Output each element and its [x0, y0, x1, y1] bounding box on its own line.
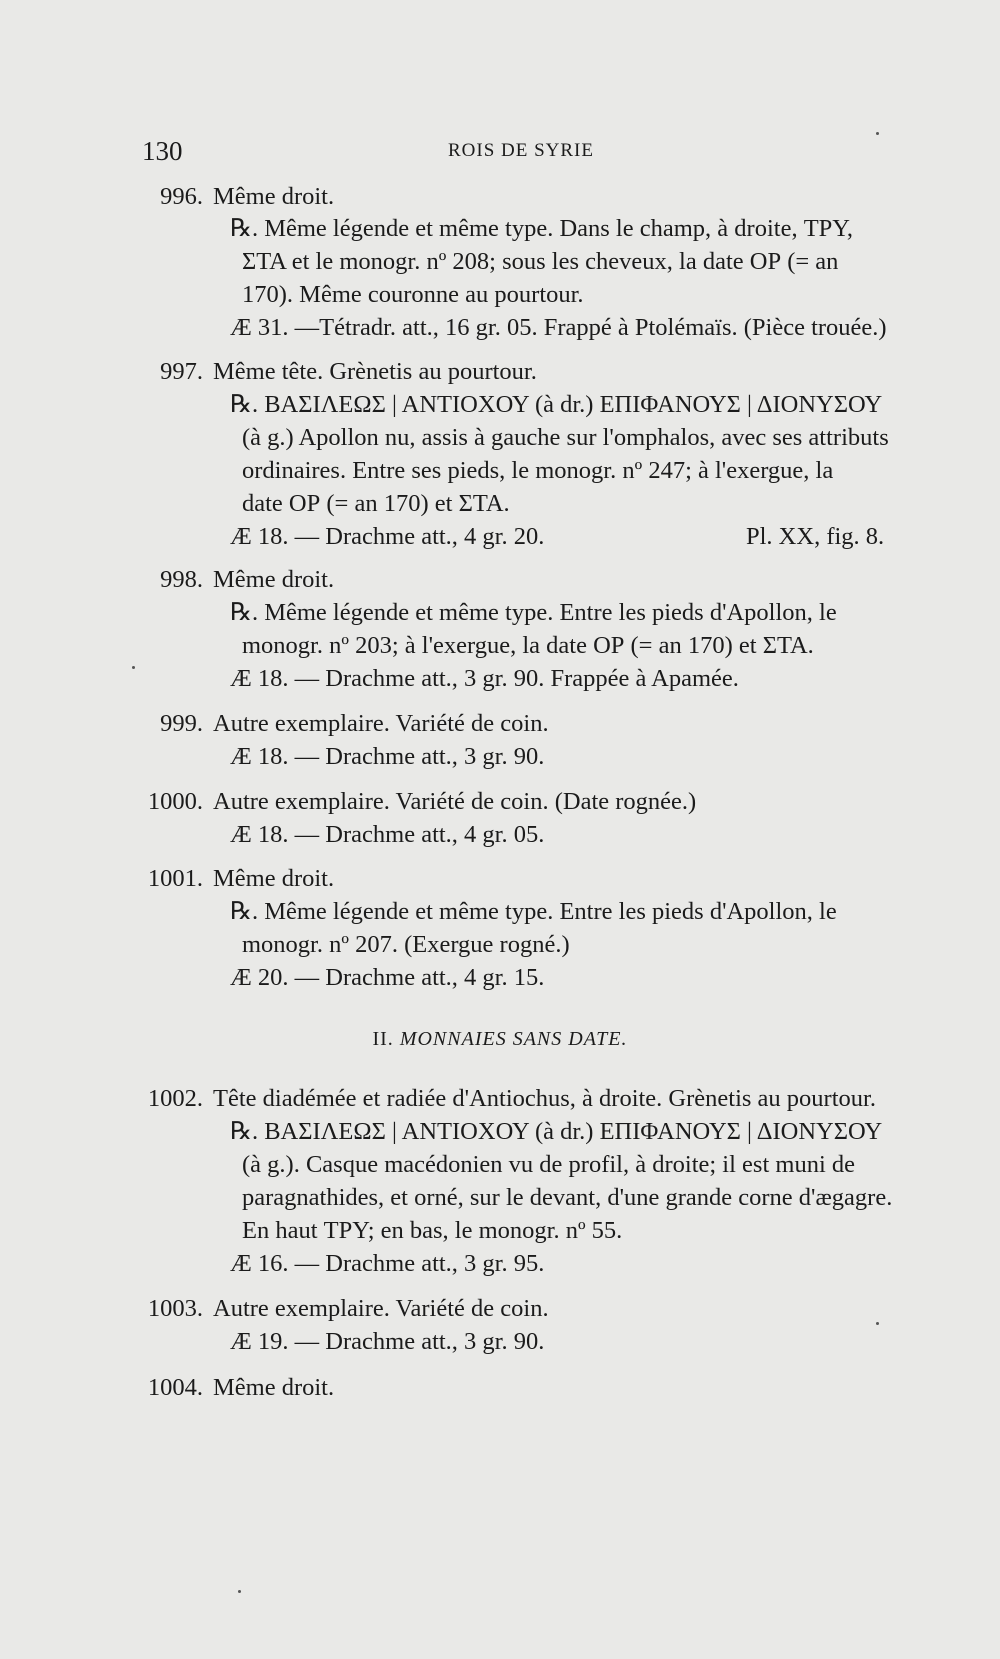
entry-line: paragnathides, et orné, sur le devant, d'une grande corne d'ægagre.	[242, 1184, 893, 1211]
entry-line: Æ 20. — Drachme att., 4 gr. 15.	[230, 964, 545, 991]
entry-line: Æ 31. —Tétradr. att., 16 gr. 05. Frappé à Ptolémaïs. (Pièce trouée.)	[230, 314, 887, 341]
entry-line: En haut ΤΡΥ; en bas, le monogr. nº 55.	[242, 1217, 623, 1244]
entry-line: 170). Même couronne au pourtour.	[242, 281, 584, 308]
page-number: 130	[142, 136, 183, 166]
entry-line: ℞. ΒΑΣΙΛΕΩΣ | ΑΝΤΙΟΧΟΥ (à dr.) ΕΠΙΦΑΝΟΥΣ | ΔΙΟΝΥΣΟΥ	[230, 391, 883, 418]
entry-line: ℞. Même légende et même type. Entre les pieds d'Apollon, le	[230, 898, 837, 925]
entry-line: Autre exemplaire. Variété de coin. (Date rognée.)	[213, 788, 697, 815]
entry-line: Même tête. Grènetis au pourtour.	[213, 358, 537, 385]
section-heading	[0, 1028, 1000, 1051]
paper-speck	[238, 1590, 241, 1593]
entry-line: (à g.). Casque macédonien vu de profil, à droite; il est muni de	[242, 1151, 856, 1178]
running-title: ROIS DE SYRIE	[447, 140, 594, 161]
entry-number: 998.	[160, 566, 203, 593]
entry-line: Æ 19. — Drachme att., 3 gr. 90.	[230, 1328, 545, 1355]
plate-reference: Pl. XX, fig. 8.	[746, 523, 885, 550]
paper-speck	[132, 666, 135, 669]
entry-line: Æ 18. — Drachme att., 4 gr. 20.	[230, 523, 545, 550]
entry-number: 1002.	[147, 1085, 203, 1112]
paper-speck	[876, 132, 879, 135]
entry-number: 1003.	[147, 1295, 203, 1322]
page-header	[142, 136, 900, 166]
entry-line: Æ 18. — Drachme att., 3 gr. 90.	[230, 743, 545, 770]
section-numeral: II.	[372, 1028, 394, 1050]
entry-line: monogr. nº 207. (Exergue rogné.)	[242, 931, 570, 958]
entry-line: Æ 18. — Drachme att., 3 gr. 90. Frappée à Apamée.	[230, 665, 739, 692]
entry-number: 1004.	[147, 1374, 203, 1401]
paper-speck	[876, 1322, 879, 1325]
entry-number: 996.	[160, 183, 203, 210]
entry-line: ℞. ΒΑΣΙΛΕΩΣ | ΑΝΤΙΟΧΟΥ (à dr.) ΕΠΙΦΑΝΟΥΣ | ΔΙΟΝΥΣΟΥ	[230, 1118, 883, 1145]
entry-line: Même droit.	[213, 1374, 335, 1401]
entry-line: Autre exemplaire. Variété de coin.	[213, 710, 549, 737]
entry-line: Même droit.	[213, 566, 335, 593]
entry-number: 1000.	[147, 788, 203, 815]
entry-number: 997.	[160, 358, 203, 385]
entry-line: ΣΤΑ et le monogr. nº 208; sous les cheveux, la date ΟΡ (= an	[242, 248, 839, 275]
entry-line: (à g.) Apollon nu, assis à gauche sur l'omphalos, avec ses attributs	[242, 424, 889, 451]
entry-line: Æ 18. — Drachme att., 4 gr. 05.	[230, 821, 545, 848]
entry-line: Même droit.	[213, 865, 335, 892]
entry-line: Tête diadémée et radiée d'Antiochus, à droite. Grènetis au pourtour.	[213, 1085, 876, 1112]
entry-number: 1001.	[147, 865, 203, 892]
section-title: MONNAIES SANS DATE.	[399, 1028, 628, 1050]
entry-line: monogr. nº 203; à l'exergue, la date ΟΡ (= an 170) et ΣΤΑ.	[242, 632, 814, 659]
entry-line: date ΟΡ (= an 170) et ΣΤΑ.	[242, 490, 510, 517]
entry-line: ordinaires. Entre ses pieds, le monogr. nº 247; à l'exergue, la	[242, 457, 834, 484]
entry-line: ℞. Même légende et même type. Dans le champ, à droite, ΤΡΥ,	[230, 215, 853, 242]
entry-line: Æ 16. — Drachme att., 3 gr. 95.	[230, 1250, 545, 1277]
entry-line: ℞. Même légende et même type. Entre les pieds d'Apollon, le	[230, 599, 837, 626]
entry-line: Autre exemplaire. Variété de coin.	[213, 1295, 549, 1322]
entry-line: Même droit.	[213, 183, 335, 210]
entry-number: 999.	[160, 710, 203, 737]
